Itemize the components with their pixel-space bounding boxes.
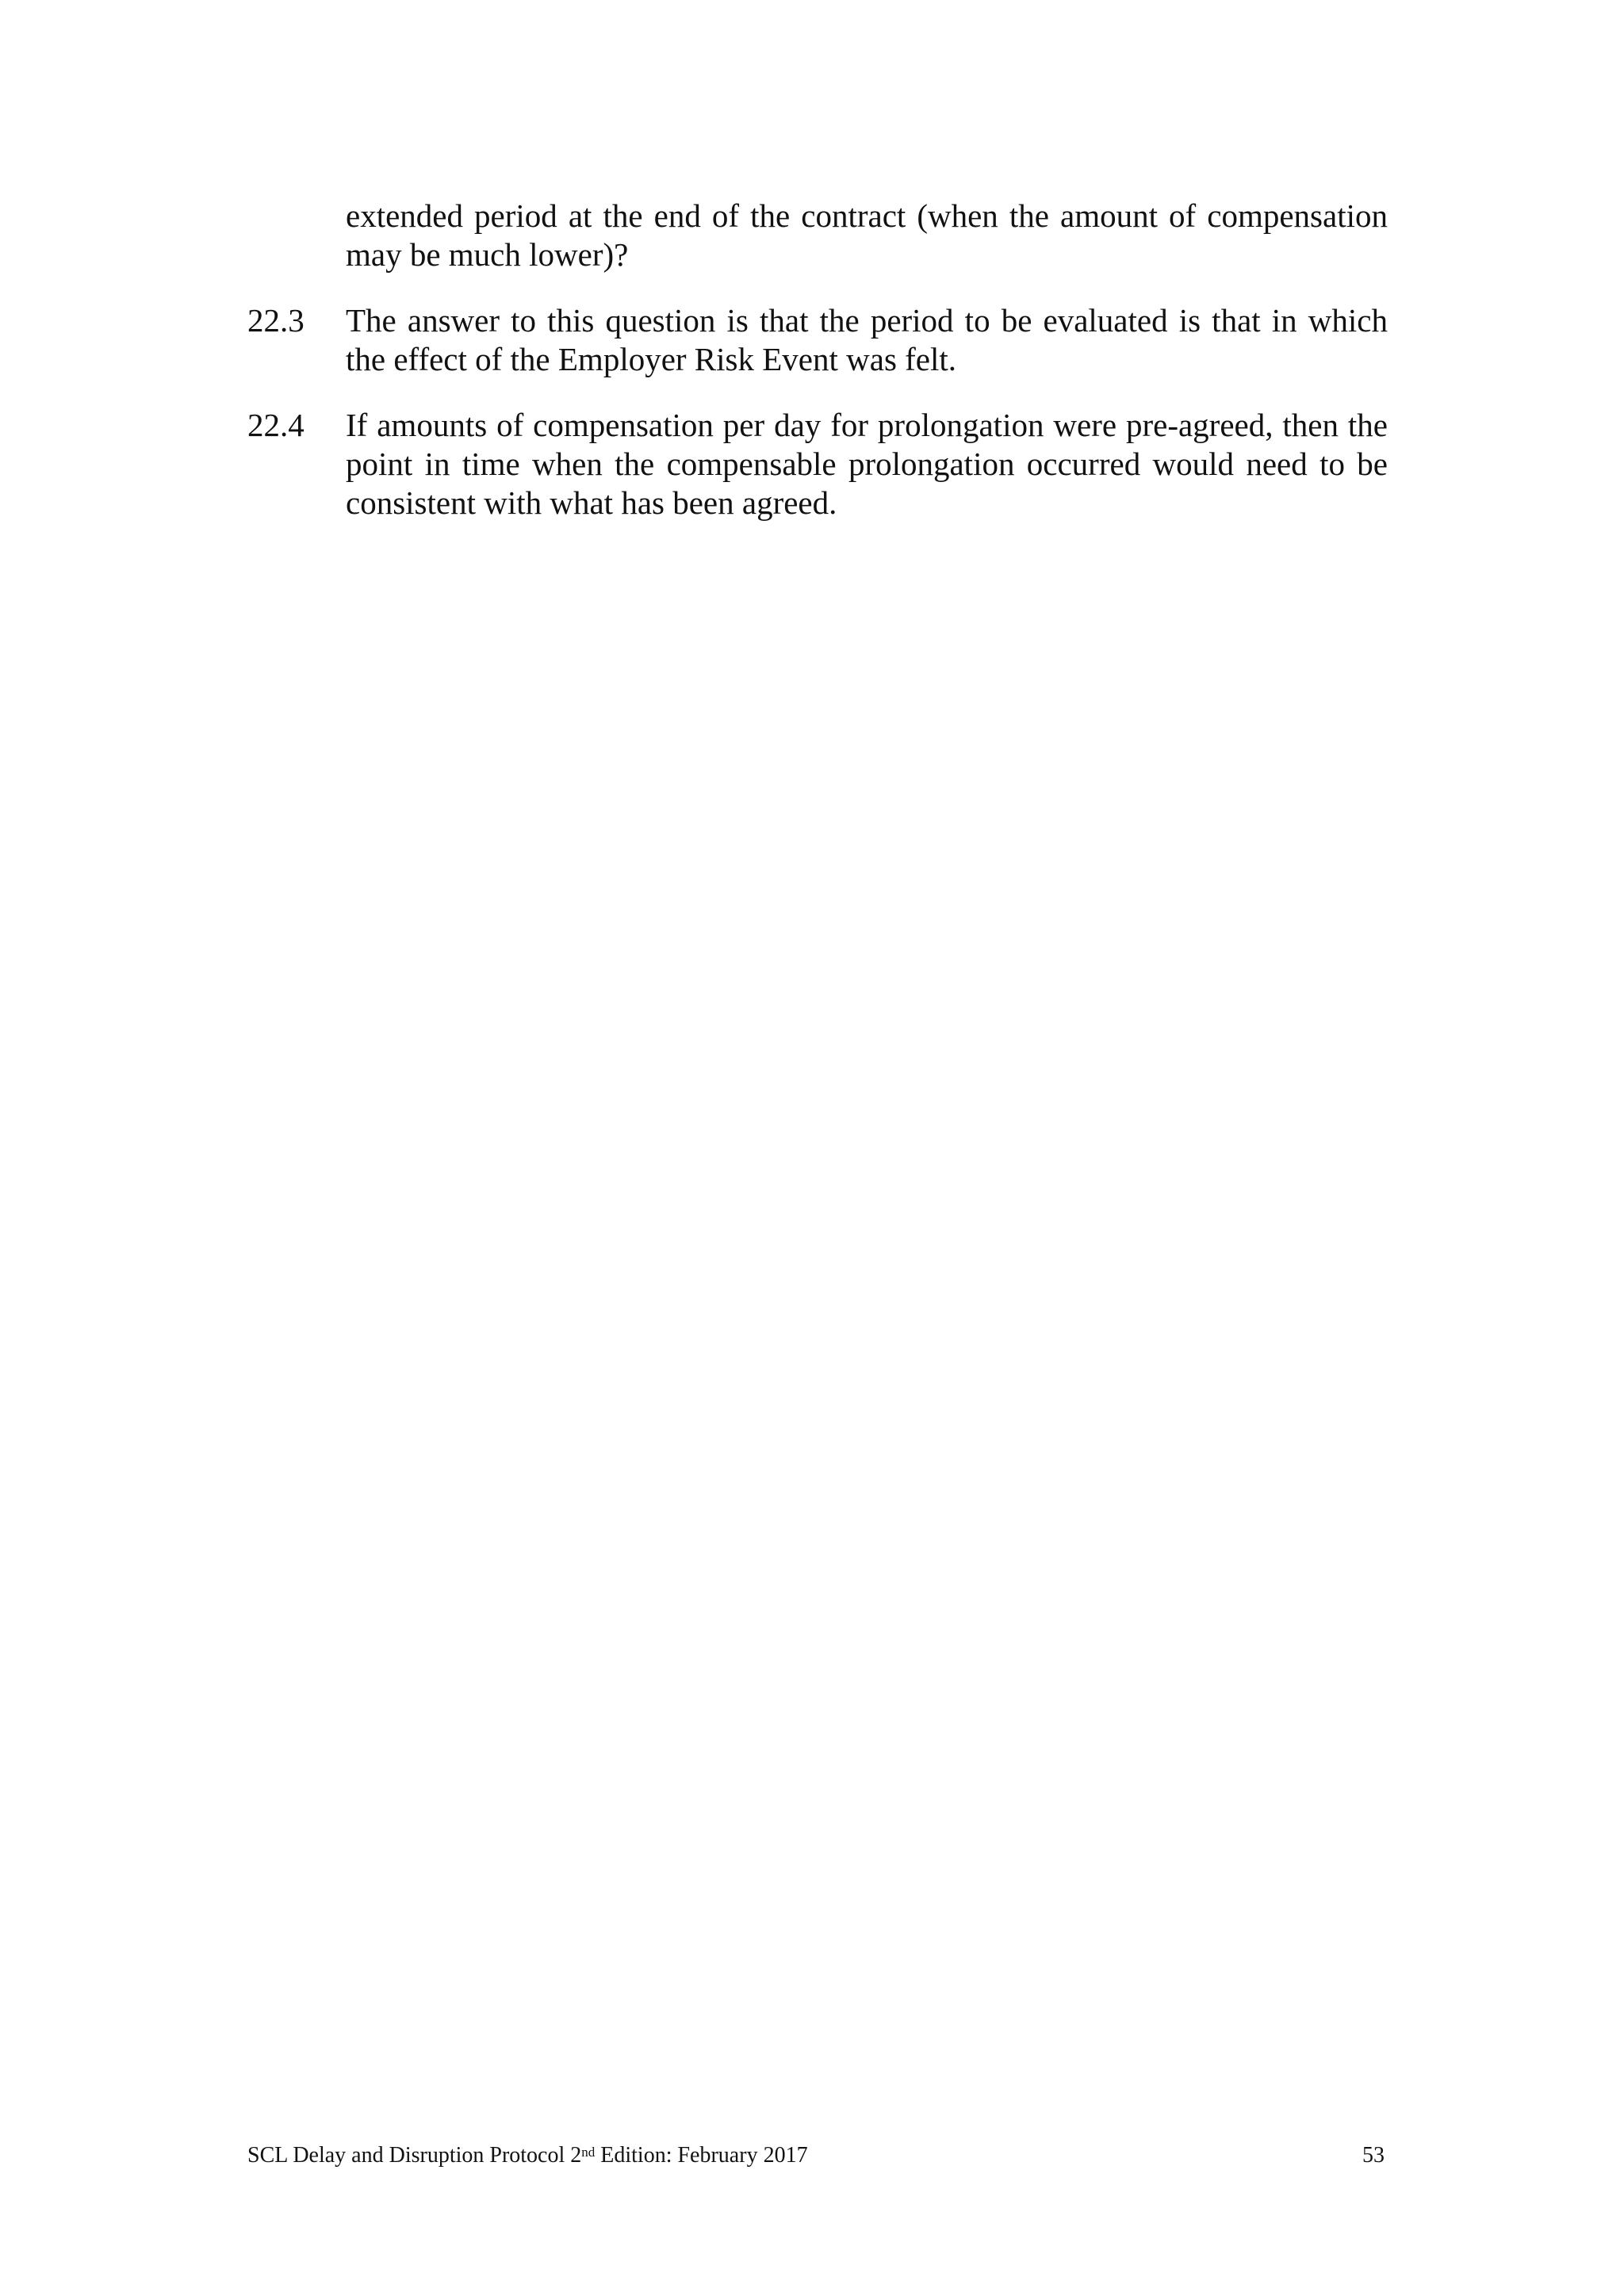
footer-title-superscript: nd	[581, 2145, 596, 2160]
page-body	[247, 197, 1388, 549]
footer-title-suffix: Edition: February 2017	[595, 2143, 808, 2168]
paragraph-text: The answer to this question is that the period to be evaluated is that in which the effect of the Employer Risk Event was felt.	[346, 302, 1388, 377]
paragraph-continued	[247, 197, 1388, 274]
page-number: 53	[1362, 2143, 1385, 2168]
footer-title-prefix: SCL Delay and Disruption Protocol 2	[247, 2143, 582, 2168]
paragraph-text: extended period at the end of the contract (when the amount of compensation may be much lower)?	[346, 197, 1388, 273]
paragraph-22-3	[247, 301, 1388, 379]
paragraph-number: 22.4	[247, 407, 304, 443]
paragraph-22-4	[247, 406, 1388, 522]
paragraph-number: 22.3	[247, 302, 304, 339]
footer-document-title	[247, 2142, 808, 2169]
paragraph-text: If amounts of compensation per day for prolongation were pre-agreed, then the point in time when the compensable prolongation occurred would need to be consistent with what has been agreed.	[346, 407, 1388, 521]
